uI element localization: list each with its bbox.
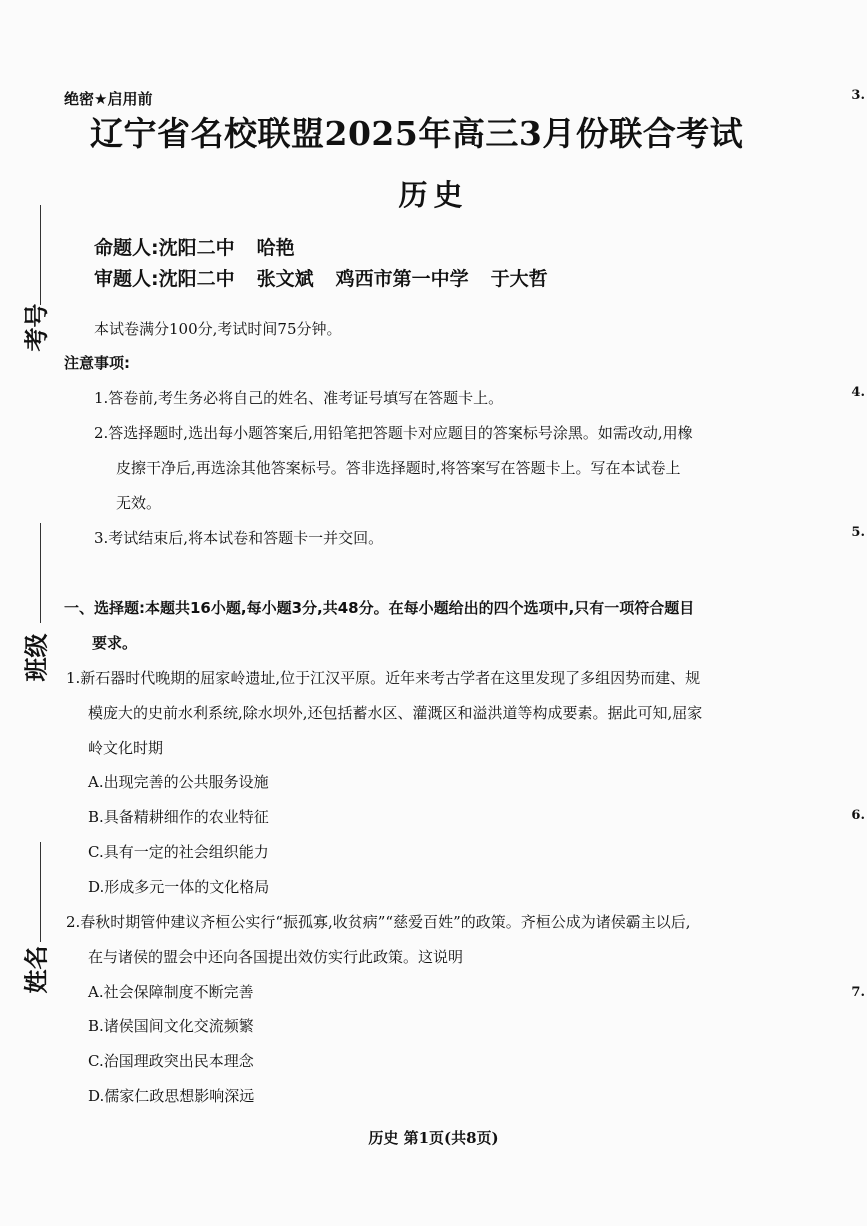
question-1-option-c: C.具有一定的社会组织能力 (88, 843, 269, 861)
class-blank-line (40, 523, 41, 623)
reviewer-line (94, 264, 570, 291)
edge-mark-5: 5. (851, 525, 865, 540)
setter-line (94, 233, 317, 260)
name-blank-line (40, 842, 41, 942)
question-1-option-a: A.出现完善的公共服务设施 (88, 773, 269, 791)
confidential-mark: 绝密★启用前 (64, 90, 153, 108)
reviewer-school-2: 鸡西市第一中学 (335, 268, 469, 290)
question-2-line-1: 2.春秋时期管仲建议齐桓公实行“振孤寡,收贫病”“慈爱百姓”的政策。齐桓公成为诸侯霸主以后, (66, 913, 691, 931)
reviewer-name-2: 于大哲 (490, 268, 548, 290)
edge-mark-4: 4. (851, 385, 865, 400)
question-2-option-b: B.诸侯国间文化交流频繁 (88, 1017, 254, 1035)
edge-mark-3: 3. (851, 88, 865, 103)
question-2-option-d: D.儒家仁政思想影响深远 (88, 1087, 255, 1105)
question-1-line-3: 岭文化时期 (88, 739, 164, 757)
setter-label: 命题人:沈阳二中 (94, 237, 235, 259)
exam-no-blank-line (40, 205, 41, 305)
exam-title: 辽宁省名校联盟2025年高三3月份联合考试 (90, 114, 744, 153)
reviewer-name-1: 张文斌 (256, 268, 314, 290)
notes-heading: 注意事项: (64, 354, 130, 372)
note-item-2-line-1: 2.答选择题时,选出每小题答案后,用铅笔把答题卡对应题目的答案标号涂黑。如需改动,用橡 (94, 424, 693, 442)
question-2-option-a: A.社会保障制度不断完善 (88, 983, 254, 1001)
edge-mark-7: 7. (851, 985, 865, 1000)
page-footer: 历史 第1页(共8页) (368, 1129, 499, 1147)
note-item-2-line-3: 无效。 (116, 494, 162, 512)
reviewer-label: 审题人:沈阳二中 (94, 268, 235, 290)
subject-title: 历史 (398, 178, 469, 212)
exam-intro: 本试卷满分100分,考试时间75分钟。 (94, 320, 342, 338)
question-1-line-2: 模庞大的史前水利系统,除水坝外,还包括蓄水区、灌溉区和溢洪道等构成要素。据此可知,屈家 (88, 704, 703, 722)
question-1-option-b: B.具备精耕细作的农业特征 (88, 808, 269, 826)
class-label: 班级 (22, 633, 51, 682)
note-item-3: 3.考试结束后,将本试卷和答题卡一并交回。 (94, 529, 384, 547)
note-item-1: 1.答卷前,考生务必将自己的姓名、准考证号填写在答题卡上。 (94, 389, 504, 407)
section-1-heading-line-1: 一、选择题:本题共16小题,每小题3分,共48分。在每小题给出的四个选项中,只有一项符合题目 (64, 599, 695, 617)
name-label: 姓名 (22, 945, 51, 994)
edge-mark-6: 6. (851, 808, 865, 823)
note-item-2-line-2: 皮擦干净后,再选涂其他答案标号。答非选择题时,将答案写在答题卡上。写在本试卷上 (116, 459, 681, 477)
question-1-option-d: D.形成多元一体的文化格局 (88, 878, 270, 896)
exam-no-label: 考号 (22, 303, 51, 352)
setter-name: 哈艳 (256, 237, 295, 259)
question-1-line-1: 1.新石器时代晚期的屈家岭遗址,位于江汉平原。近年来考古学者在这里发现了多组因势而建、规 (66, 669, 701, 687)
question-2-line-2: 在与诸侯的盟会中还向各国提出效仿实行此政策。这说明 (88, 948, 464, 966)
section-1-heading-line-2: 要求。 (92, 634, 138, 652)
question-2-option-c: C.治国理政突出民本理念 (88, 1052, 254, 1070)
